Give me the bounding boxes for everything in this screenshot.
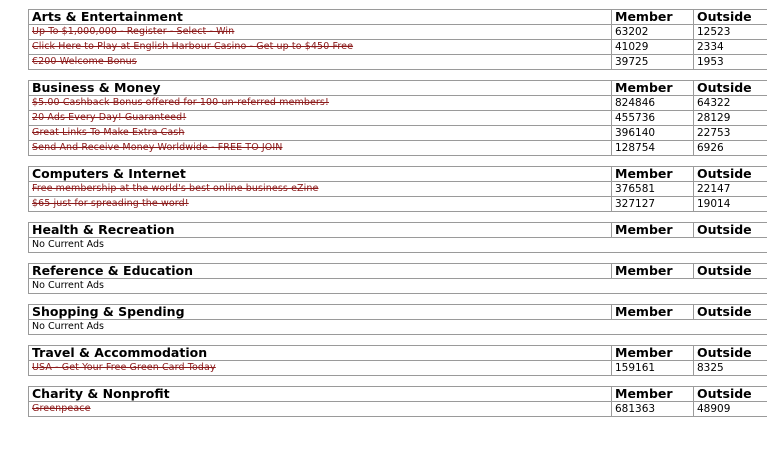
member-column-header: Member [612,10,694,25]
outside-column-header: Outside [694,10,767,25]
outside-column-header: Outside [694,264,767,279]
ad-row [29,55,767,70]
ad-row [29,40,767,55]
category-title: Reference & Education [29,264,612,279]
member-count: 39725 [612,55,694,70]
ad-link[interactable]: Great Links To Make Extra Cash [32,127,185,138]
ad-row [29,141,767,156]
ad-link[interactable]: Free membership at the world's best online business eZine [32,183,319,194]
ad-link[interactable]: Click Here to Play at English Harbour Casino - Get up to $450 Free [32,41,354,52]
member-count: 128754 [612,141,694,156]
ad-link[interactable]: Up To $1,000,000 - Register - Select - Win [32,26,235,37]
outside-column-header: Outside [694,81,767,96]
member-count: 396140 [612,126,694,141]
category-table [28,166,767,212]
outside-count: 64322 [694,96,767,111]
member-count: 63202 [612,25,694,40]
outside-count: 48909 [694,402,767,417]
no-ads-message: No Current Ads [29,238,767,253]
outside-column-header: Outside [694,167,767,182]
ads-listing [28,9,767,417]
outside-count: 19014 [694,197,767,212]
outside-column-header: Outside [694,223,767,238]
ad-link[interactable]: 20 Ads Every Day! Guaranteed! [32,112,187,123]
ad-row [29,402,767,417]
ad-link[interactable]: $65 just for spreading the word! [32,198,189,209]
outside-column-header: Outside [694,387,767,402]
outside-column-header: Outside [694,305,767,320]
category-table [28,304,767,335]
outside-count: 12523 [694,25,767,40]
outside-count: 6926 [694,141,767,156]
member-column-header: Member [612,305,694,320]
member-count: 41029 [612,40,694,55]
member-column-header: Member [612,223,694,238]
ad-row [29,25,767,40]
outside-count: 8325 [694,361,767,376]
outside-count: 2334 [694,40,767,55]
section-spacer [28,156,767,166]
ad-row [29,197,767,212]
ad-link[interactable]: Greenpeace [32,403,91,414]
section-spacer [28,70,767,80]
category-title: Travel & Accommodation [29,346,612,361]
category-title: Charity & Nonprofit [29,387,612,402]
member-column-header: Member [612,81,694,96]
category-title: Arts & Entertainment [29,10,612,25]
category-title: Shopping & Spending [29,305,612,320]
section-spacer [28,335,767,345]
ad-row [29,96,767,111]
ad-row [29,111,767,126]
member-column-header: Member [612,167,694,182]
ad-row [29,361,767,376]
category-table [28,263,767,294]
category-table [28,9,767,70]
outside-count: 28129 [694,111,767,126]
category-title: Computers & Internet [29,167,612,182]
member-count: 824846 [612,96,694,111]
member-column-header: Member [612,387,694,402]
member-count: 681363 [612,402,694,417]
category-table [28,222,767,253]
ad-link[interactable]: €200 Welcome Bonus [32,56,137,67]
member-count: 376581 [612,182,694,197]
outside-count: 1953 [694,55,767,70]
member-count: 455736 [612,111,694,126]
category-table [28,80,767,156]
ad-link[interactable]: USA - Get Your Free Green Card Today [32,362,216,373]
member-count: 327127 [612,197,694,212]
member-column-header: Member [612,264,694,279]
no-ads-message: No Current Ads [29,320,767,335]
ad-row [29,126,767,141]
no-ads-message: No Current Ads [29,279,767,294]
category-table [28,345,767,376]
category-title: Business & Money [29,81,612,96]
section-spacer [28,212,767,222]
ad-row [29,182,767,197]
category-table [28,386,767,417]
section-spacer [28,253,767,263]
ad-link[interactable]: $5.00 Cashback Bonus offered for 100 un-referred members! [32,97,329,108]
outside-column-header: Outside [694,346,767,361]
member-count: 159161 [612,361,694,376]
ad-link[interactable]: Send And Receive Money Worldwide - FREE TO JOIN [32,142,283,153]
category-title: Health & Recreation [29,223,612,238]
outside-count: 22753 [694,126,767,141]
section-spacer [28,294,767,304]
outside-count: 22147 [694,182,767,197]
section-spacer [28,376,767,386]
member-column-header: Member [612,346,694,361]
